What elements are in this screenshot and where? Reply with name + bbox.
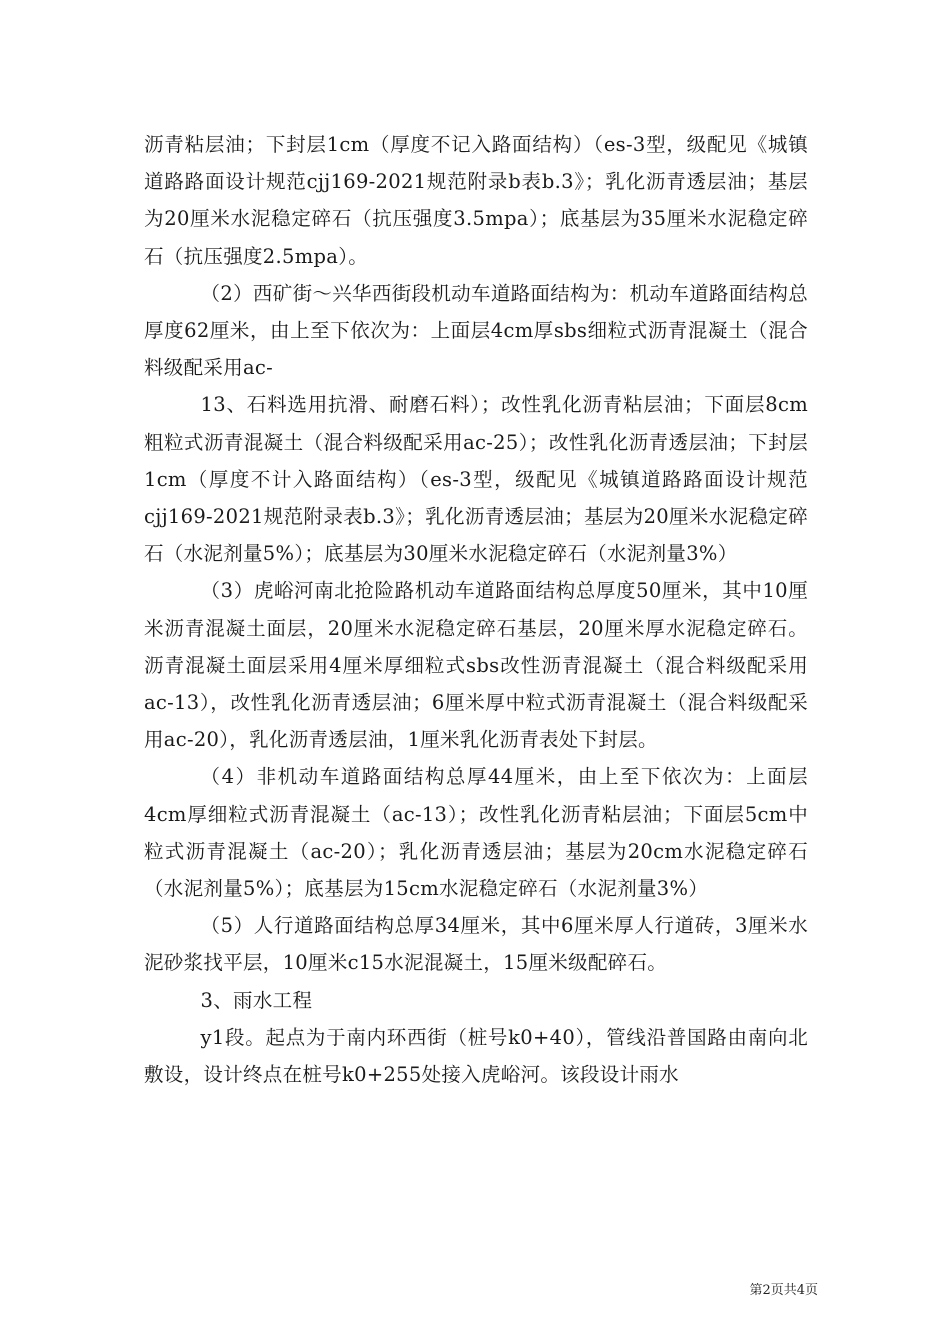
section-heading: 3、雨水工程	[200, 988, 313, 1012]
paragraph-1: 沥青粘层油；下封层1cm（厚度不记入路面结构）（es-3型，级配见《城镇道路路面设计规范cjj169-2021规范附录b表b.3》；乳化沥青透层油；基层为20厘米水泥稳定碎石（抗压强度3.5mpa）；底基层为35厘米水泥稳定碎石（抗压强度2.5mpa）。	[144, 133, 808, 268]
paragraph-4: （3）虎峪河南北抢险路机动车道路面结构总厚度50厘米，其中10厘米沥青混凝土面层，20厘米水泥稳定碎石基层，20厘米厚水泥稳定碎石。沥青混凝土面层采用4厘米厚细粒式sbs改性沥青混凝土（混合料级配采用ac-13），改性乳化沥青透层油；6厘米厚中粒式沥青混凝土（混合料级配采用ac-20），乳化沥青透层油，1厘米乳化沥青表处下封层。	[144, 579, 808, 752]
page-number: 第2页共4页	[749, 1283, 818, 1298]
paragraph-2: （2）西矿街～兴华西街段机动车道路面结构为：机动车道路面结构总厚度62厘米，由上至下依次为：上面层4cm厚sbs细粒式沥青混凝土（混合料级配采用ac-	[144, 281, 808, 380]
paragraph-8: y1段。起点为于南内环西街（桩号k0+40），管线沿普国路由南向北敷设，设计终点在桩号k0+255处接入虎峪河。该段设计雨水	[144, 1025, 808, 1087]
paragraph-3: 13、石料选用抗滑、耐磨石料）；改性乳化沥青粘层油；下面层8cm粗粒式沥青混凝土（混合料级配采用ac-25）；改性乳化沥青透层油；下封层1cm（厚度不计入路面结构）（es-3型，级配见《城镇道路路面设计规范cjj169-2021规范附录表b.3》；乳化沥青透层油；基层为20厘米水泥稳定碎石（水泥剂量5%）；底基层为30厘米水泥稳定碎石（水泥剂量3%）	[144, 393, 808, 566]
document-body	[144, 126, 808, 1093]
paragraph-5: （4）非机动车道路面结构总厚44厘米，由上至下依次为：上面层4cm厚细粒式沥青混凝土（ac-13）；改性乳化沥青粘层油；下面层5cm中粒式沥青混凝土（ac-20）；乳化沥青透层油；基层为20cm水泥稳定碎石（水泥剂量5%）；底基层为15cm水泥稳定碎石（水泥剂量3%）	[144, 765, 808, 901]
paragraph-6: （5）人行道路面结构总厚34厘米，其中6厘米厚人行道砖，3厘米水泥砂浆找平层，10厘米c15水泥混凝土，15厘米级配碎石。	[144, 914, 808, 975]
